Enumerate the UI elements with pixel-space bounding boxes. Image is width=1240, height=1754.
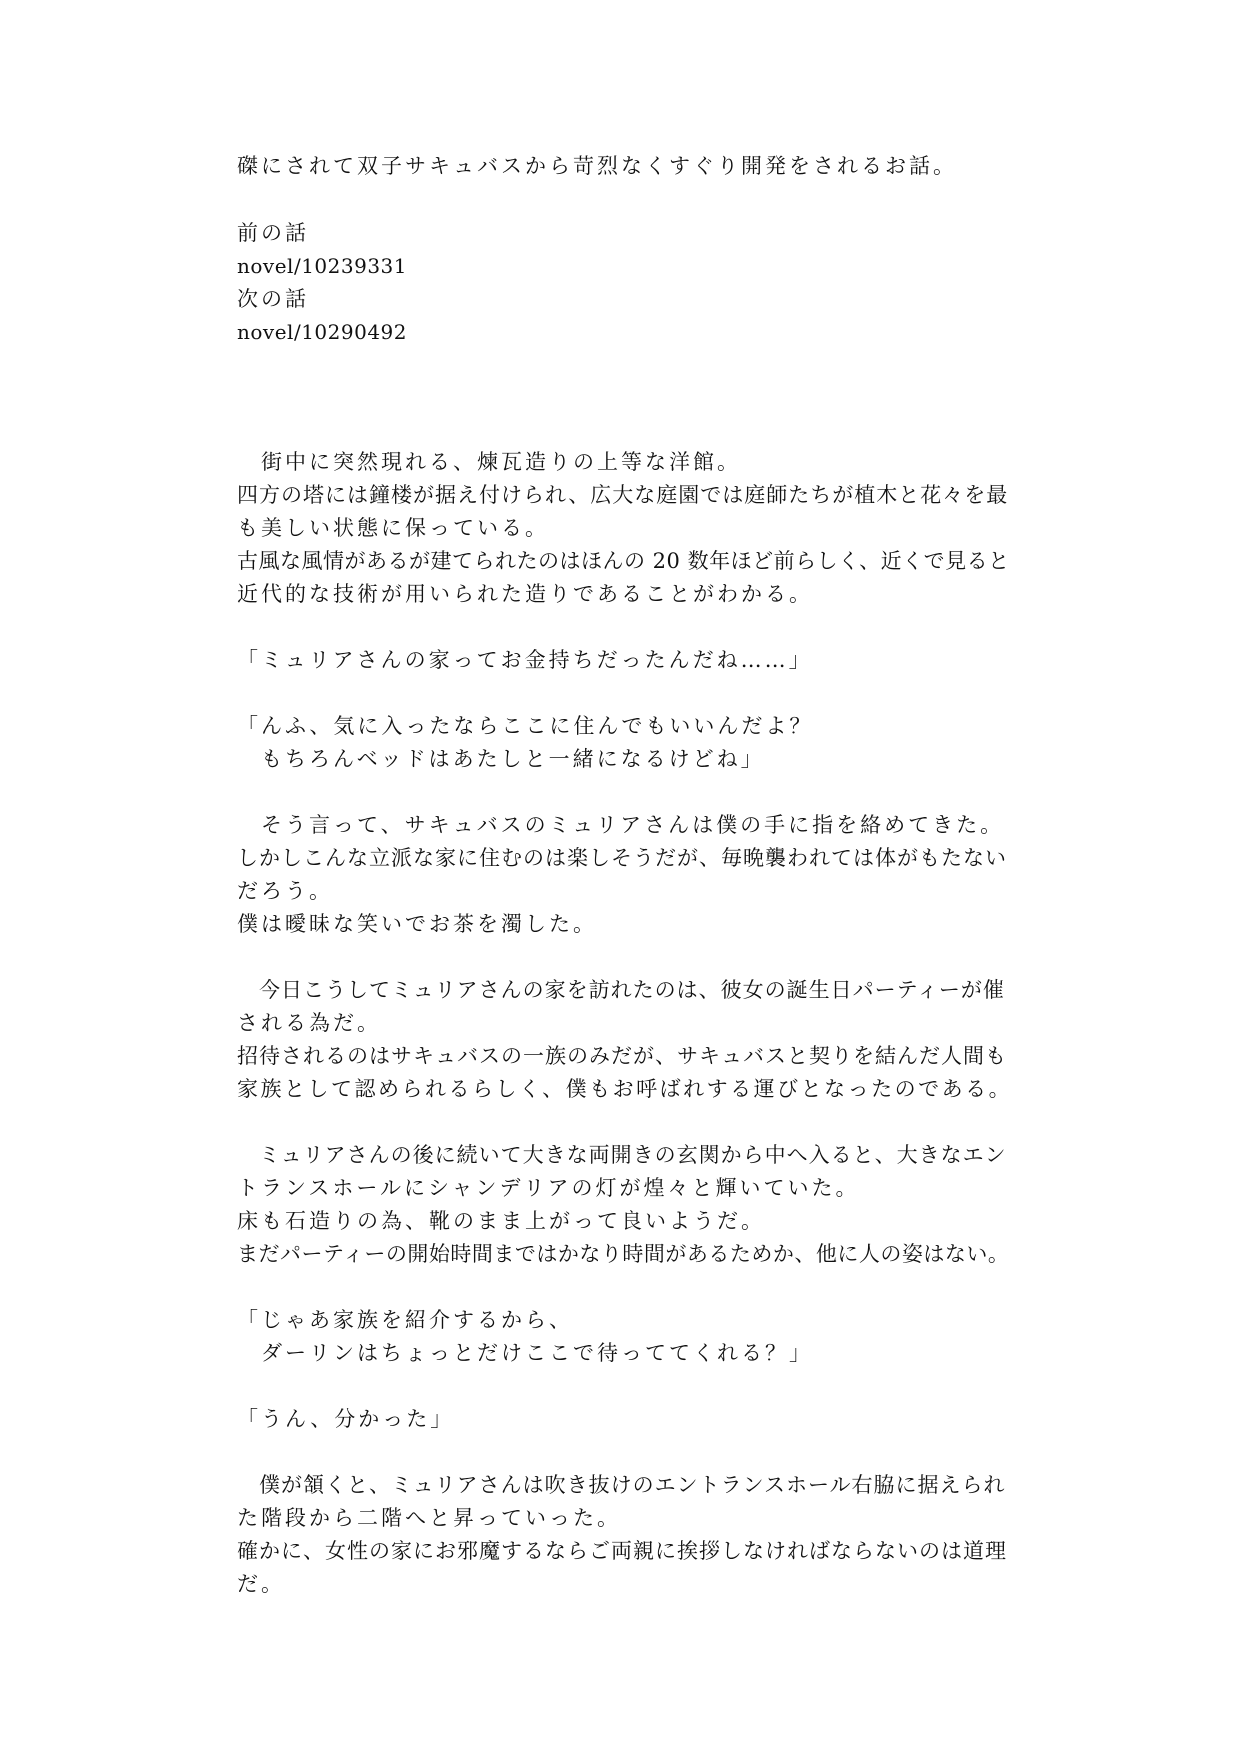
body-line: 僕が頷くと、ミュリアさんは吹き抜けのエントランスホール右脇に据えられ	[237, 1473, 1006, 1497]
body-line: 床も石造りの為、靴のまま上がって良いようだ。	[237, 1209, 765, 1233]
body-line: しかしこんな立派な家に住むのは楽しそうだが、毎晩襲われては体がもたない	[237, 846, 1007, 870]
body-line: 四方の塔には鐘楼が据え付けられ、広大な庭園では庭師たちが植木と花々を最	[237, 483, 1009, 507]
body-line: 街中に突然現れる、煉瓦造りの上等な洋館。	[237, 450, 741, 474]
next-story-label: 次の話	[237, 287, 309, 311]
next-story-link[interactable]: novel/10290492	[237, 320, 407, 344]
body-line: も美しい状態に保っている。	[237, 516, 549, 540]
body-line: 家族として認められるらしく、僕もお呼ばれする運びとなったのである。	[237, 1077, 1013, 1101]
dialogue-line: 「うん、分かった」	[237, 1407, 455, 1431]
body-line: ミュリアさんの後に続いて大きな両開きの玄関から中へ入ると、大きなエン	[237, 1143, 1007, 1167]
dialogue-line: 「んふ、気に入ったならここに住んでもいいんだよ？	[237, 714, 814, 738]
body-line: 僕は曖昧な笑いでお茶を濁した。	[237, 912, 597, 936]
body-line: まだパーティーの開始時間まではかなり時間があるためか、他に人の姿はない。	[237, 1242, 1010, 1266]
body-line: 招待されるのはサキュバスの一族のみだが、サキュバスと契りを結んだ人間も	[237, 1044, 1007, 1068]
dialogue-line: 「じゃあ家族を紹介するから、	[237, 1308, 573, 1332]
body-line: 古風な風情があるが建てられたのはほんの 20 数年ほど前らしく、近くで見ると	[237, 549, 1010, 573]
body-line: だ。	[237, 1572, 285, 1596]
body-line: 今日こうしてミュリアさんの家を訪れたのは、彼女の誕生日パーティーが催	[237, 978, 1005, 1002]
prev-story-label: 前の話	[237, 221, 309, 245]
body-line: トランスホールにシャンデリアの灯が煌々と輝いていた。	[237, 1176, 860, 1200]
body-line: そう言って、サキュバスのミュリアさんは僕の手に指を絡めてきた。	[237, 813, 1005, 837]
body-line: される為だ。	[237, 1011, 381, 1035]
body-line: だろう。	[237, 879, 333, 903]
body-line: 近代的な技術が用いられた造りであることがわかる。	[237, 582, 813, 606]
body-line: た階段から二階へと昇っていった。	[237, 1506, 621, 1530]
dialogue-line: ダーリンはちょっとだけここで待っててくれる？」	[237, 1341, 813, 1365]
prev-story-link[interactable]: novel/10239331	[237, 254, 407, 278]
story-summary: 磔にされて双子サキュバスから苛烈なくすぐり開発をされるお話。	[237, 154, 957, 178]
dialogue-line: 「ミュリアさんの家ってお金持ちだったんだね……」	[237, 648, 813, 672]
dialogue-line: もちろんベッドはあたしと一緒になるけどね」	[237, 747, 765, 771]
body-line: 確かに、女性の家にお邪魔するならご両親に挨拶しなければならないのは道理	[237, 1539, 1007, 1563]
